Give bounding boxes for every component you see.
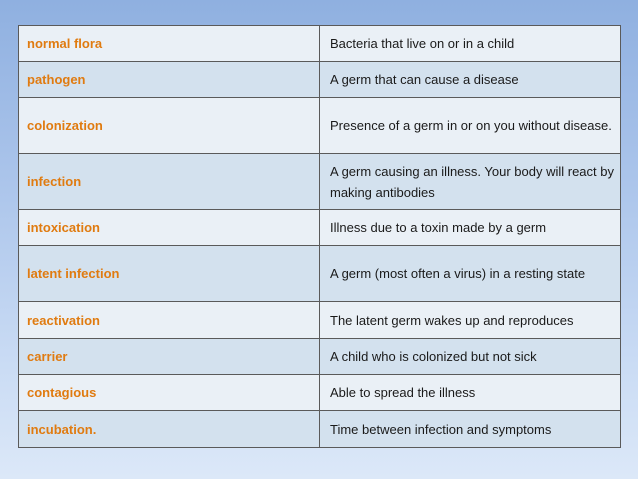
- table-row: [19, 302, 621, 339]
- table-row: [19, 375, 621, 411]
- term-cell: latent infection: [19, 246, 320, 302]
- term-cell: contagious: [19, 375, 320, 411]
- table-row: [19, 26, 621, 62]
- table-row: [19, 246, 621, 302]
- table-row: [19, 210, 621, 246]
- table-row: [19, 62, 621, 98]
- glossary-table-container: [18, 25, 620, 448]
- definition-cell: Presence of a germ in or on you without disease.: [320, 98, 621, 154]
- definition-cell: Bacteria that live on or in a child: [320, 26, 621, 62]
- definition-cell: Illness due to a toxin made by a germ: [320, 210, 621, 246]
- table-row: [19, 98, 621, 154]
- table-row: [19, 339, 621, 375]
- term-cell: infection: [19, 154, 320, 210]
- term-cell: pathogen: [19, 62, 320, 98]
- definition-cell: Time between infection and symptoms: [320, 411, 621, 448]
- table-row: [19, 154, 621, 210]
- term-cell: incubation.: [19, 411, 320, 448]
- definition-cell: Able to spread the illness: [320, 375, 621, 411]
- definition-cell: A child who is colonized but not sick: [320, 339, 621, 375]
- term-cell: normal flora: [19, 26, 320, 62]
- glossary-table: [18, 25, 621, 448]
- definition-cell: A germ (most often a virus) in a resting state: [320, 246, 621, 302]
- definition-cell: A germ that can cause a disease: [320, 62, 621, 98]
- term-cell: carrier: [19, 339, 320, 375]
- definition-cell: A germ causing an illness. Your body will react by making antibodies: [320, 154, 621, 210]
- table-row: [19, 411, 621, 448]
- term-cell: intoxication: [19, 210, 320, 246]
- term-cell: reactivation: [19, 302, 320, 339]
- definition-cell: The latent germ wakes up and reproduces: [320, 302, 621, 339]
- term-cell: colonization: [19, 98, 320, 154]
